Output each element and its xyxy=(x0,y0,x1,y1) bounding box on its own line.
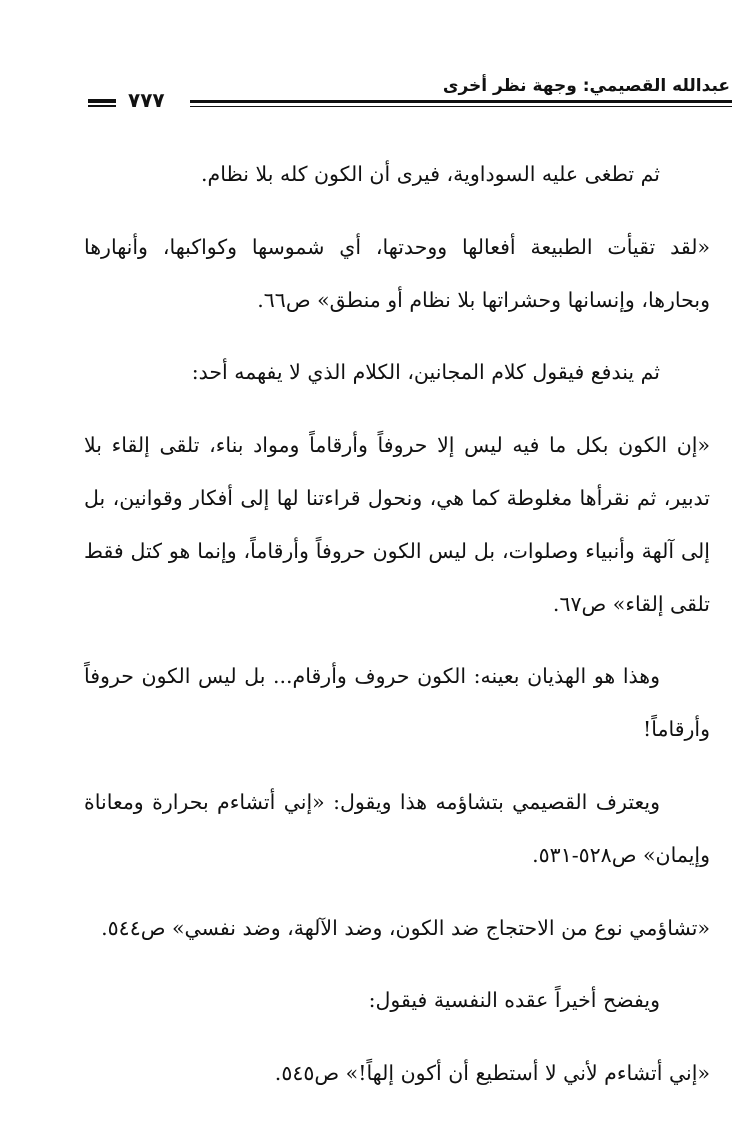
page-number: ٧٧٧ xyxy=(128,88,165,112)
page-body xyxy=(84,148,710,1120)
paragraph-1: ثم تطغى عليه السوداوية، فيرى أن الكون كله بلا نظام. xyxy=(201,162,660,186)
paragraph-3: ثم يندفع فيقول كلام المجانين، الكلام الذي لا يفهمه أحد: xyxy=(191,360,660,385)
paragraph-8: ويفضح أخيراً عقده النفسية فيقول: xyxy=(368,988,660,1013)
quote-paragraph-9: «إني أتشاءم لأني لا أستطيع أن أكون إلهاً!» ص٥٤٥. xyxy=(274,1061,710,1086)
paragraph-5: وهذا هو الهذيان بعينه: الكون حروف وأرقام... بل ليس الكون حروفاً وأرقاماً! xyxy=(84,664,710,742)
header-rule-thick xyxy=(190,100,732,103)
page-number-dash-thin xyxy=(88,105,116,107)
running-header-title: عبدالله القصيمي: وجهة نظر أخرى xyxy=(442,76,730,96)
page-header xyxy=(0,0,736,120)
paragraph-6: ويعترف القصيمي بتشاؤمه هذا ويقول: «إني أتشاءم بحرارة ومعاناة وإيمان» ص٥٢٨-٥٣١. xyxy=(84,789,710,867)
page-number-dash xyxy=(88,99,116,103)
quote-paragraph-4: «إن الكون بكل ما فيه ليس إلا حروفاً وأرقاماً ومواد بناء، تلقى إلقاء بلا تدبير، ثم نقرأها مغلوطة كما هي، ونحول قراءتنا لها إلى أفكار وقوانين، بل إلى آلهة وأنبياء وصلوات، بل ليس الكون حروفاً وأرقاماً، وإنما هو كتل فقط تلقى إلقاء» ص٦٧. xyxy=(84,433,710,616)
quote-paragraph-7: «تشاؤمي نوع من الاحتجاج ضد الكون، وضد الآلهة، وضد نفسي» ص٥٤٤. xyxy=(101,915,710,940)
header-rule-thin xyxy=(190,106,732,107)
quote-paragraph-2: «لقد تقيأت الطبيعة أفعالها ووحدتها، أي شموسها وكواكبها، وأنهارها وبحارها، وإنسانها وحشراتها بلا نظام أو منطق» ص٦٦. xyxy=(84,234,710,312)
